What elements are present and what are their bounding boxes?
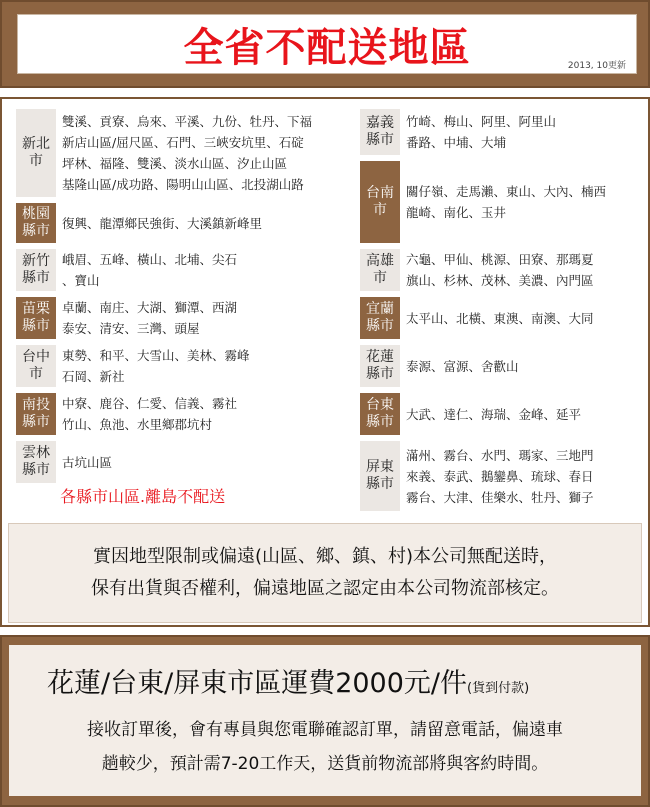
city-line: 卓蘭、南庄、大湖、獅潭、西湖 bbox=[62, 300, 238, 315]
region-cities bbox=[400, 161, 606, 243]
explain-line: 保有出貨與否權利，偏遠地區之認定由本公司物流部核定。 bbox=[91, 578, 559, 599]
region-label: 新竹 縣市 bbox=[16, 249, 56, 291]
region-cities bbox=[56, 109, 312, 197]
city-line: 霧台、大津、佳樂水、牡丹、獅子 bbox=[406, 489, 594, 505]
region-cities bbox=[56, 441, 112, 483]
region-label: 嘉義 縣市 bbox=[360, 109, 400, 155]
region-label: 高雄 市 bbox=[360, 249, 400, 291]
region-label: 屏東 縣市 bbox=[360, 441, 400, 511]
city-line: 雙溪、貢寮、烏來、平溪、九份、牡丹、下福 bbox=[62, 114, 313, 129]
region-row bbox=[360, 345, 519, 387]
city-line: 基隆山區/成功路、陽明山山區、北投湖山路 bbox=[62, 177, 304, 192]
outlying-note: 各縣市山區.離島不配送 bbox=[60, 487, 226, 506]
contact-line: 趟較少，預計需7-20工作天，送貨前物流部將與客約時間。 bbox=[101, 754, 549, 774]
region-row bbox=[16, 297, 237, 339]
region-row bbox=[16, 345, 250, 387]
update-note: 2013, 10更新 bbox=[567, 61, 626, 71]
region-row bbox=[360, 441, 594, 511]
region-row bbox=[360, 249, 594, 291]
region-label: 台南 市 bbox=[360, 161, 400, 243]
freight-banner bbox=[0, 635, 650, 807]
city-line: 番路、中埔、大埔 bbox=[406, 135, 507, 150]
city-line: 龍崎、南化、玉井 bbox=[406, 205, 507, 220]
city-line: 滿州、霧台、水門、瑪家、三地門 bbox=[406, 447, 594, 463]
region-label: 台中 市 bbox=[16, 345, 56, 387]
region-label: 南投 縣市 bbox=[16, 393, 56, 435]
region-cities bbox=[56, 203, 262, 243]
freight-text bbox=[47, 661, 529, 700]
header-banner bbox=[0, 0, 650, 88]
city-line: 、寶山 bbox=[62, 273, 100, 288]
region-row bbox=[16, 249, 237, 291]
page-title: 全省不配送地區 bbox=[183, 24, 471, 71]
region-row bbox=[16, 109, 312, 197]
region-cities bbox=[400, 441, 594, 511]
city-line: 中寮、鹿谷、仁愛、信義、霧社 bbox=[62, 396, 238, 411]
region-row bbox=[16, 393, 237, 435]
region-label: 苗栗 縣市 bbox=[16, 297, 56, 339]
region-cities bbox=[56, 345, 250, 387]
region-panel bbox=[0, 97, 650, 627]
region-cities bbox=[56, 297, 237, 339]
city-line: 石岡、新社 bbox=[62, 369, 125, 384]
region-cities bbox=[400, 297, 594, 339]
region-row bbox=[16, 203, 262, 243]
region-cities bbox=[56, 393, 237, 435]
city-line: 古坑山區 bbox=[62, 454, 113, 470]
city-line: 大武、達仁、海瑞、金峰、延平 bbox=[406, 406, 582, 422]
freight-box bbox=[9, 645, 641, 796]
city-line: 六龜、甲仙、桃源、田寮、那瑪夏 bbox=[406, 252, 594, 267]
freight-main: 花蓮/台東/屏東市區運費2000元/件 bbox=[47, 668, 468, 699]
contact-line: 接收訂單後，會有專員與您電聯確認訂單，請留意電話，偏遠車 bbox=[87, 720, 563, 740]
region-cities bbox=[400, 393, 581, 435]
city-line: 東勢、和平、大雪山、美林、霧峰 bbox=[62, 348, 250, 363]
city-line: 關仔嶺、走馬瀨、東山、大內、楠西 bbox=[406, 184, 607, 199]
explain-box bbox=[8, 523, 642, 623]
explain-line: 實因地型限制或偏遠(山區、鄉、鎮、村)本公司無配送時， bbox=[92, 546, 558, 567]
freight-sub: (貨到付款) bbox=[467, 681, 530, 696]
region-row bbox=[360, 297, 594, 339]
city-line: 旗山、杉林、茂林、美濃、內門區 bbox=[406, 273, 594, 288]
region-label: 雲林 縣市 bbox=[16, 441, 56, 483]
city-line: 竹山、魚池、水里鄉郡坑村 bbox=[62, 417, 213, 432]
title-box bbox=[17, 14, 637, 74]
city-line: 來義、泰武、鵝鑾鼻、琉球、春日 bbox=[406, 468, 594, 484]
city-line: 泰安、清安、三灣、頭屋 bbox=[62, 321, 200, 336]
city-line: 竹崎、梅山、阿里、阿里山 bbox=[406, 114, 557, 129]
city-line: 坪林、福隆、雙溪、淡水山區、汐止山區 bbox=[62, 156, 288, 171]
region-label: 花蓮 縣市 bbox=[360, 345, 400, 387]
city-line: 新店山區/屈尺區、石門、三峽安坑里、石碇 bbox=[62, 135, 304, 150]
region-label: 宜蘭 縣市 bbox=[360, 297, 400, 339]
city-line: 復興、龍潭鄉民強街、大溪鎮新峰里 bbox=[62, 215, 263, 231]
region-row bbox=[360, 109, 556, 155]
region-row bbox=[360, 393, 581, 435]
city-line: 太平山、北橫、東澳、南澳、大同 bbox=[406, 310, 594, 326]
region-cities bbox=[400, 109, 556, 155]
region-cities bbox=[400, 345, 519, 387]
region-cities bbox=[56, 249, 237, 291]
region-label: 桃園 縣市 bbox=[16, 203, 56, 243]
city-line: 峨眉、五峰、橫山、北埔、尖石 bbox=[62, 252, 238, 267]
region-label: 新北 市 bbox=[16, 109, 56, 197]
region-cities bbox=[400, 249, 594, 291]
city-line: 泰源、富源、舍歡山 bbox=[406, 358, 519, 374]
region-row bbox=[360, 161, 606, 243]
region-row bbox=[16, 441, 112, 483]
region-label: 台東 縣市 bbox=[360, 393, 400, 435]
